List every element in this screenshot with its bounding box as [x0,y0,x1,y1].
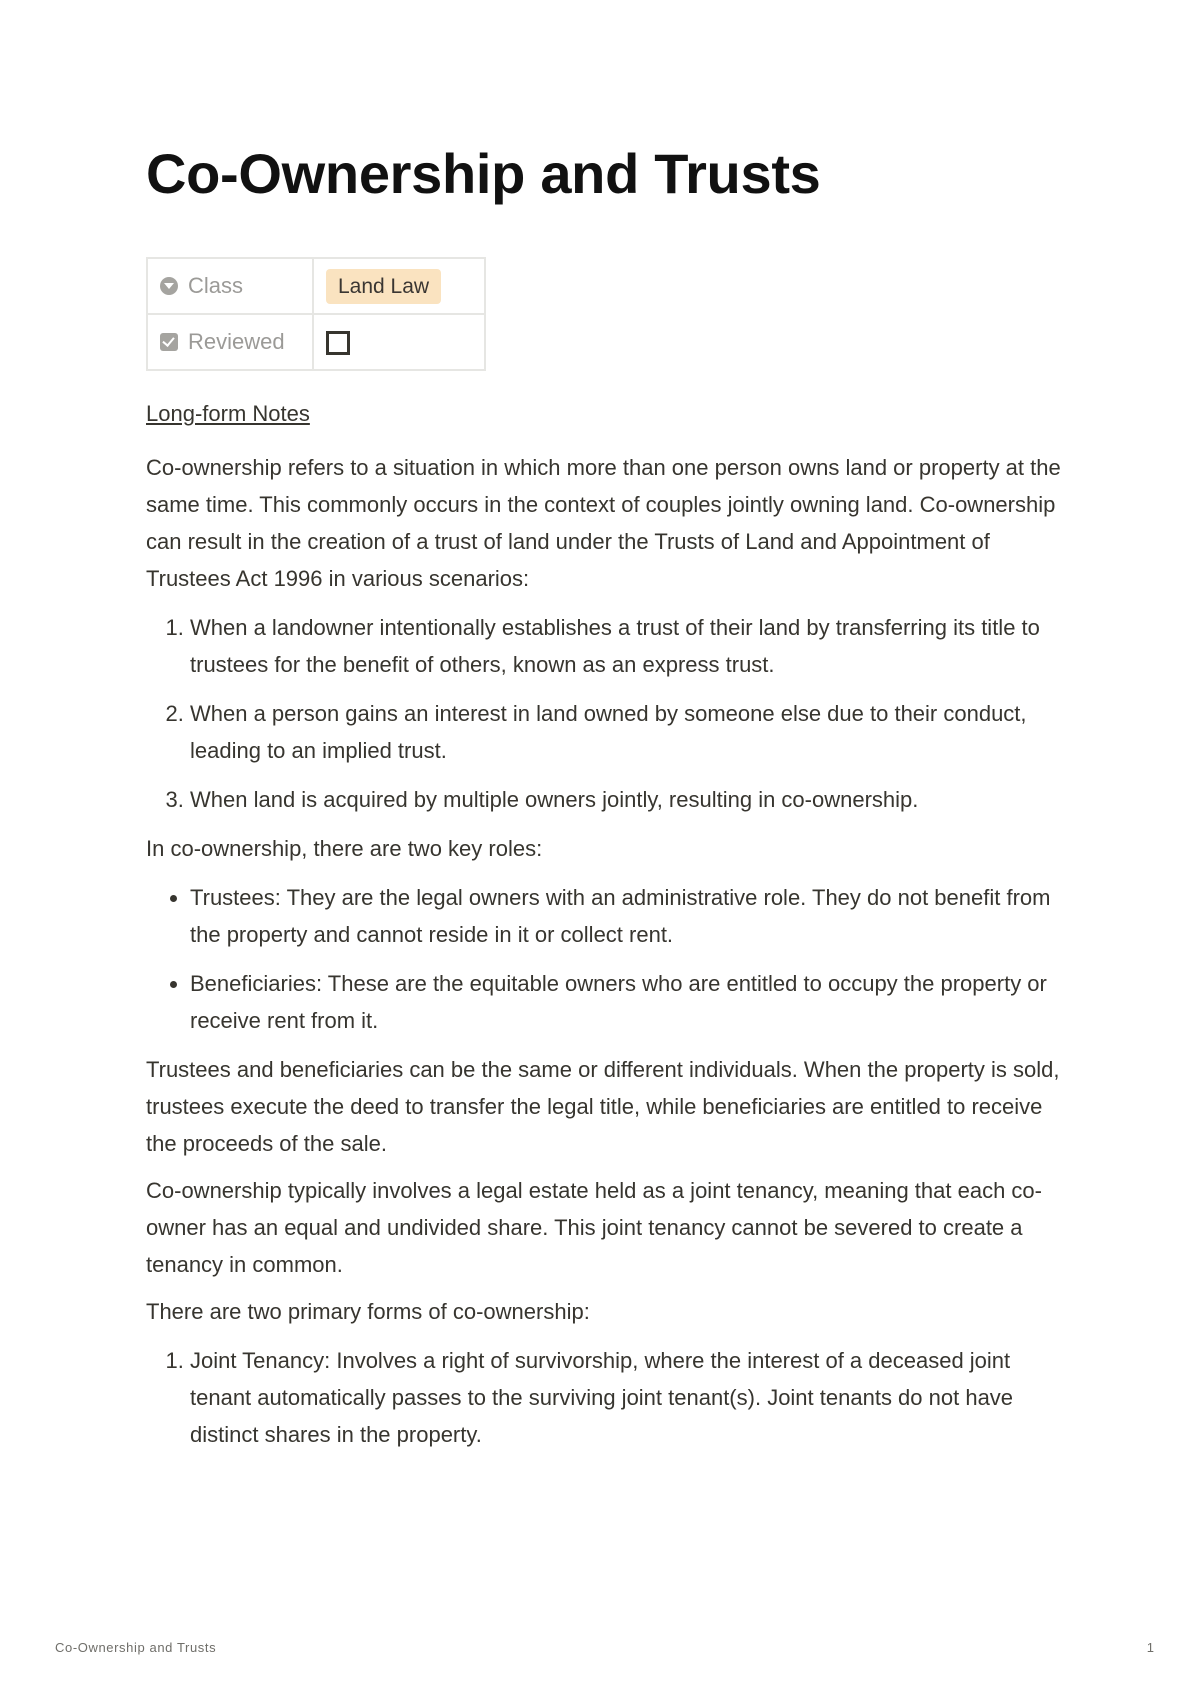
list-item: 2. When a person gains an interest in land owned by someone else due to their conduct, leading to an implied trust. [190,695,1066,769]
select-property-icon [160,277,178,295]
class-tag[interactable]: Land Law [326,269,441,304]
joint-tenancy-paragraph: Co-ownership typically involves a legal estate held as a joint tenancy, meaning that each co-owner has an equal and undivided share. This joint tenancy cannot be severed to create a tenancy in common. [146,1178,1042,1278]
list-item: 1. Joint Tenancy: Involves a right of survivorship, where the interest of a deceased joint tenant automatically passes to the surviving joint tenant(s). Joint tenants do not have distinct shares in the property. [190,1342,1066,1453]
list-item: 1. When a landowner intentionally establishes a trust of their land by transferring its title to trustees for the benefit of others, known as an express trust. [190,609,1066,683]
forms-intro: There are two primary forms of co-ownership: [146,1299,590,1325]
forms-list [146,1342,1066,1453]
reviewed-checkbox[interactable] [326,331,350,355]
page-content [146,140,1066,1465]
roles-paragraph: Trustees and beneficiaries can be the same or different individuals. When the property is sold, trustees execute the deed to transfer the legal title, while beneficiaries are entitled to receive the proceeds of the sale. [146,1057,1060,1157]
page-number: 1 [1146,1640,1154,1655]
property-row-reviewed [147,314,485,370]
property-value-cell[interactable] [313,258,485,314]
properties-table [146,257,486,371]
footer-title: Co-Ownership and Trusts [55,1640,217,1655]
long-form-notes-link[interactable]: Long-form Notes [146,401,310,427]
property-name-cell [147,258,313,314]
scenarios-list [146,609,1066,818]
roles-intro: In co-ownership, there are two key roles: [146,836,543,862]
page-title: Co-Ownership and Trusts [146,142,821,205]
property-name-cell [147,314,313,370]
list-item: • Beneficiaries: These are the equitable owners who are entitled to occupy the property or receive rent from it. [190,965,1066,1039]
property-label-class: Class [188,273,244,299]
checkbox-property-icon [160,333,178,351]
roles-list [146,879,1066,1039]
property-label-reviewed: Reviewed [188,329,285,355]
intro-paragraph: Co-ownership refers to a situation in which more than one person owns land or property at the same time. This commonly occurs in the context of couples jointly owning land. Co-ownership can result in the creation of a trust of land under the Trusts of Land and Appointment of Trustees Act 1996 in various scenarios: [146,455,1061,592]
property-value-cell[interactable] [313,314,485,370]
list-item: • Trustees: They are the legal owners with an administrative role. They do not benefit from the property and cannot reside in it or collect rent. [190,879,1066,953]
list-item: 3. When land is acquired by multiple owners jointly, resulting in co-ownership. [190,781,1066,818]
property-row-class [147,258,485,314]
